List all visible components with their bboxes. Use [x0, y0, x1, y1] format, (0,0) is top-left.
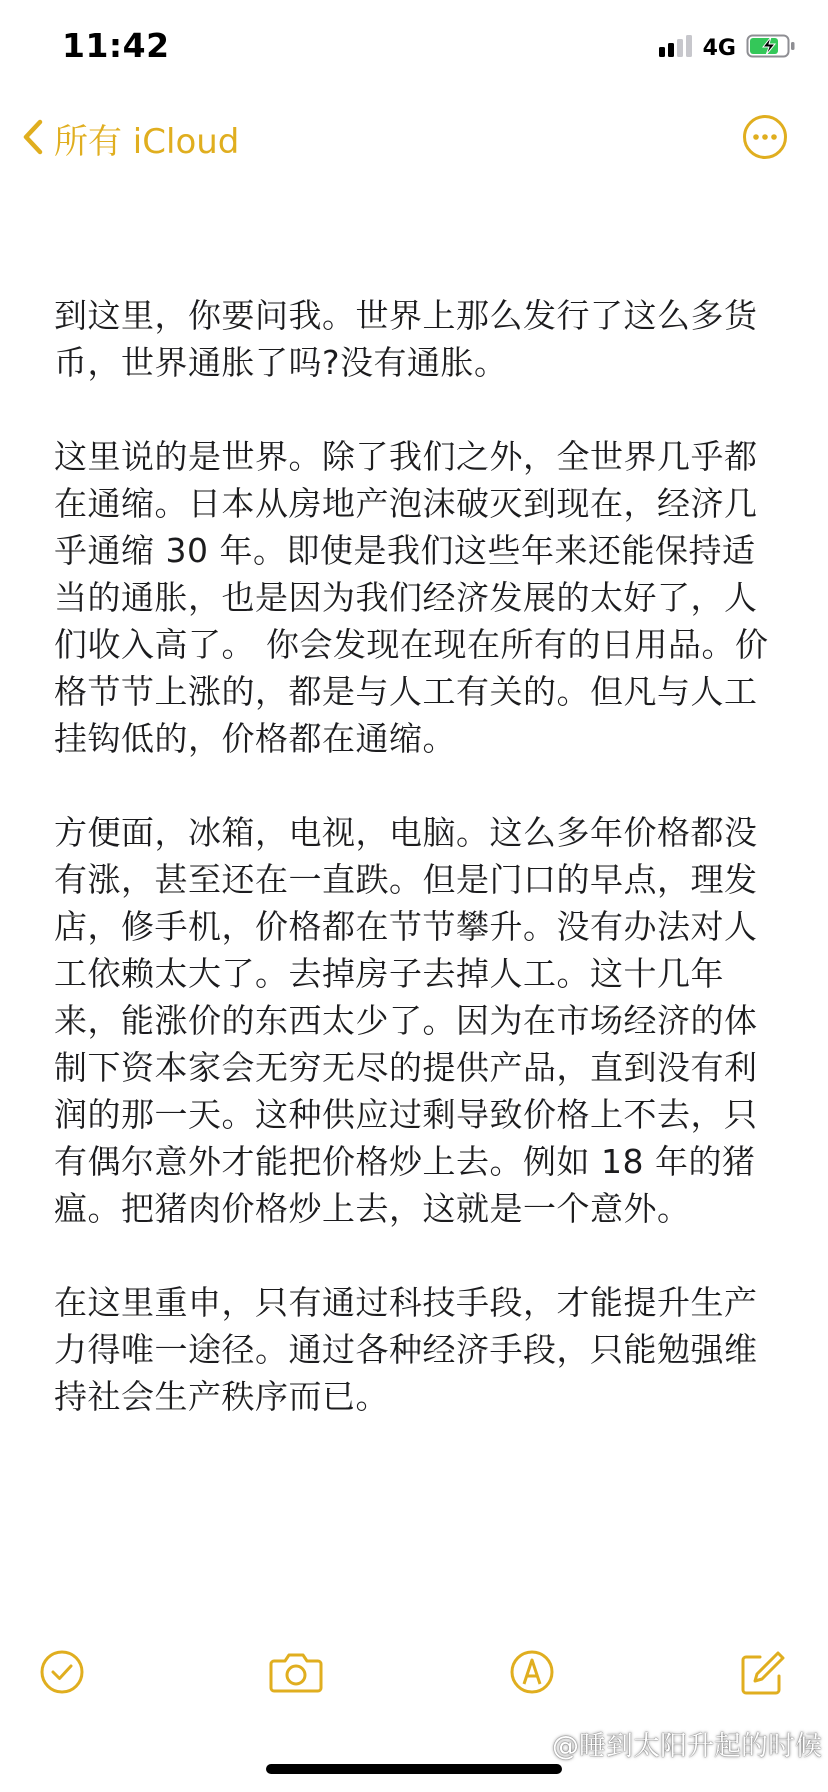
home-indicator[interactable]: [266, 1764, 562, 1774]
compose-button[interactable]: [738, 1648, 792, 1702]
checklist-button[interactable]: [38, 1648, 92, 1702]
watermark-text: @睡到太阳升起的时候: [552, 1731, 822, 1762]
status-bar: [0, 0, 828, 96]
back-button[interactable]: [22, 114, 239, 163]
chevron-left-icon: [22, 119, 44, 159]
cellular-signal-icon: [659, 35, 693, 61]
more-options-button[interactable]: [742, 114, 788, 160]
checklist-icon: [38, 1681, 86, 1700]
bottom-toolbar: [0, 1648, 828, 1708]
note-body[interactable]: [54, 292, 774, 1467]
markup-pen-icon: [508, 1681, 556, 1700]
note-paragraph: 到这里，你要问我。世界上那么发行了这么多货币，世界通胀了吗?没有通胀。: [54, 296, 758, 382]
watermark: [518, 1724, 822, 1763]
network-type-label: 4G: [702, 35, 736, 61]
weibo-logo-icon: [518, 1727, 548, 1760]
markup-button[interactable]: [508, 1648, 562, 1702]
status-indicators: [659, 34, 796, 62]
battery-charging-icon: [746, 34, 796, 62]
note-paragraph: 这里说的是世界。除了我们之外，全世界几乎都在通缩。日本从房地产泡沫破灭到现在，经济几乎通缩 30 年。即使是我们这些年来还能保持适当的通胀，也是因为我们经济发展的太好了，人们收入高了。 你会发现在现在所有的日用品。价格节节上涨的，都是与人工有关的。但凡与人工挂钩低的，价格都在通缩。: [54, 437, 769, 758]
nav-bar: [0, 108, 828, 172]
compose-icon: [738, 1683, 788, 1702]
back-label: 所有 iCloud: [54, 122, 240, 162]
ellipsis-circle-icon: [742, 145, 788, 164]
note-paragraph: 方便面，冰箱，电视，电脑。这么多年价格都没有涨，甚至还在一直跌。但是门口的早点，理发店，修手机，价格都在节节攀升。没有办法对人工依赖太大了。去掉房子去掉人工。这十几年来，能涨价的东西太少了。因为在市场经济的体制下资本家会无穷无尽的提供产品，直到没有利润的那一天。这种供应过剩导致价格上不去，只有偶尔意外才能把价格炒上去。例如 18 年的猪瘟。把猪肉价格炒上去，这就是一个意外。: [54, 813, 758, 1228]
camera-icon: [268, 1681, 324, 1700]
status-time: 11:42: [62, 26, 170, 65]
camera-button[interactable]: [268, 1648, 322, 1702]
note-paragraph: 在这里重申，只有通过科技手段，才能提升生产力得唯一途径。通过各种经济手段，只能勉强维持社会生产秩序而已。: [54, 1283, 758, 1416]
